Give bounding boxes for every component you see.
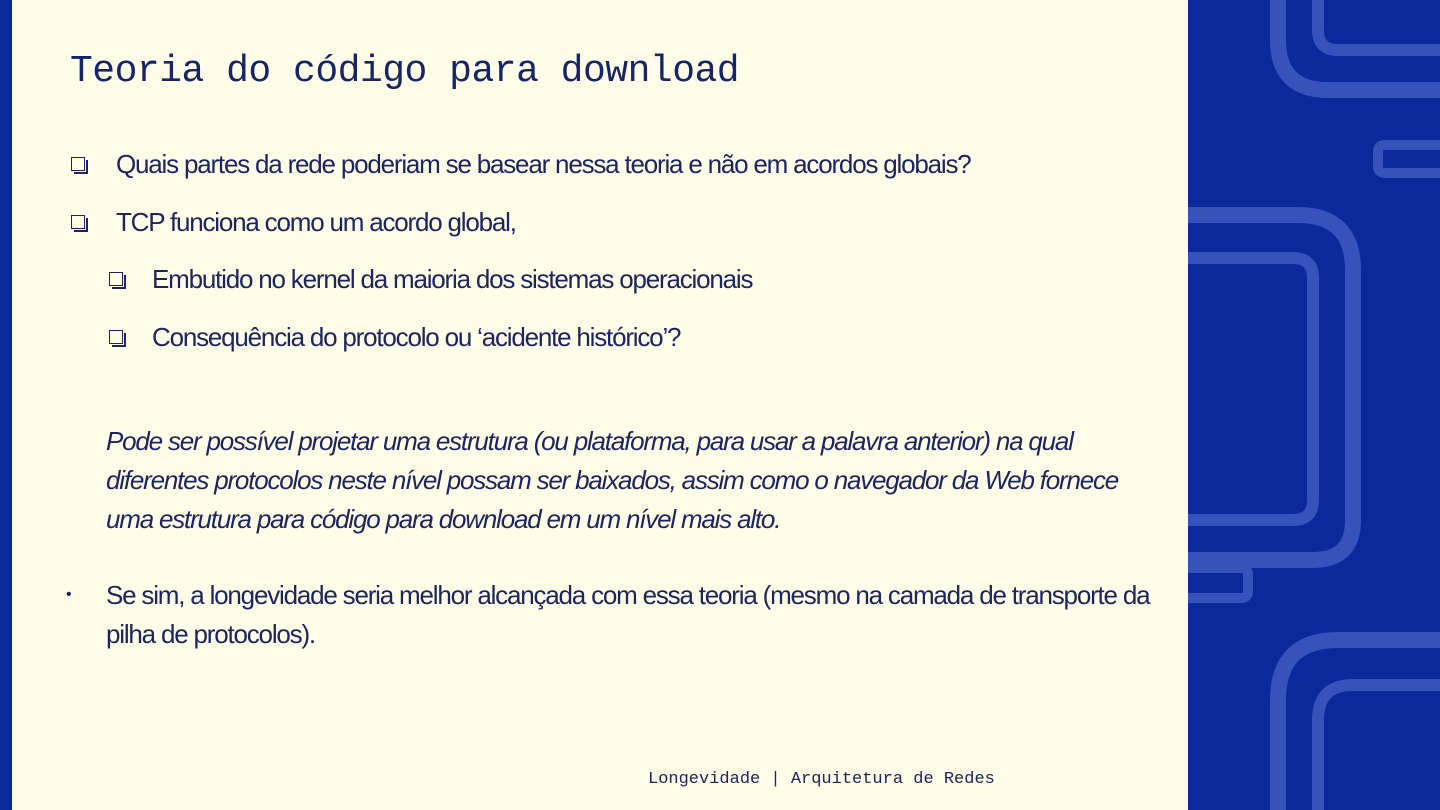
list-item: Consequência do protocolo ou ‘acidente histórico’? — [152, 322, 681, 352]
decorative-side-panel — [1188, 0, 1440, 810]
left-accent-bar — [0, 0, 12, 810]
italic-quote-paragraph: Pode ser possível projetar uma estrutura (ou plataforma, para usar a palavra anterior) na qual diferentes protocolos neste nível possam ser baixados, assim como o navegador da Web fornece uma estrutura para código para download em um nível mais alto. — [106, 426, 1119, 534]
slide-title: Teoria do código para download — [70, 50, 740, 93]
checkbox-bullet-icon — [71, 215, 85, 229]
slide-footer: Longevidade | Arquitetura de Redes — [648, 770, 995, 789]
checkbox-bullet-icon — [109, 272, 123, 286]
checkbox-bullet-icon — [109, 330, 123, 344]
list-item: TCP funciona como um acordo global, — [116, 207, 516, 237]
decorative-pattern — [1188, 0, 1440, 810]
bullet-paragraph: Se sim, a longevidade seria melhor alcançada com essa teoria (mesmo na camada de transporte da pilha de protocolos). — [106, 580, 1150, 649]
bullet-dot: • — [66, 586, 72, 603]
checkbox-bullet-icon — [71, 157, 85, 171]
list-item: Quais partes da rede poderiam se basear nessa teoria e não em acordos globais? — [116, 149, 971, 179]
list-item: Embutido no kernel da maioria dos sistemas operacionais — [152, 264, 753, 294]
